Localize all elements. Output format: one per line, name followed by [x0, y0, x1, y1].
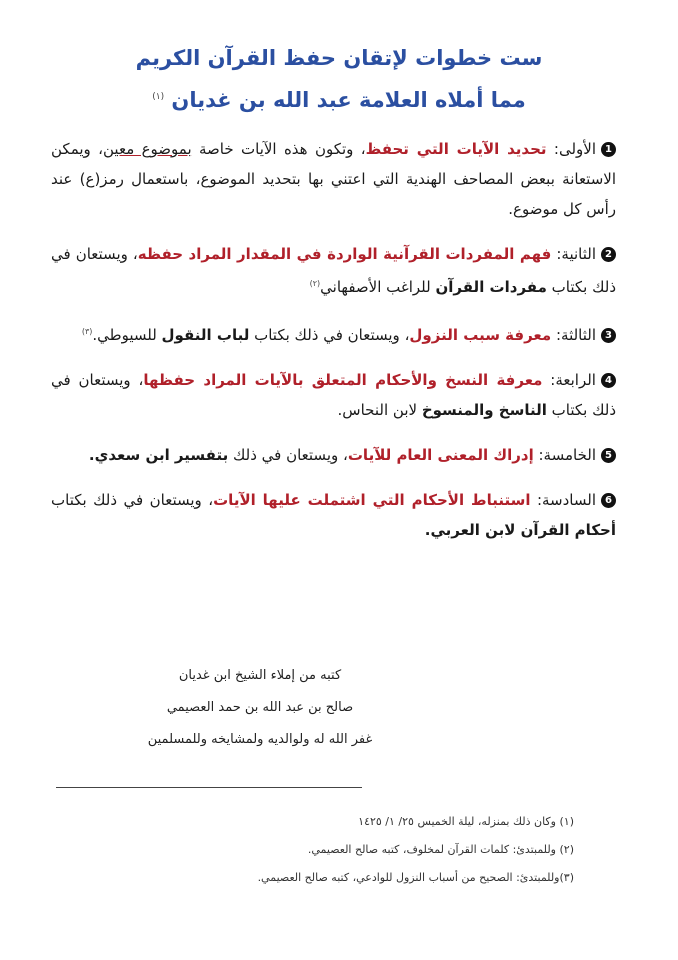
- step-book: بتفسير ابن سعدي.: [88, 446, 229, 464]
- step-label: الخامسة:: [533, 446, 596, 464]
- footnote-ref: (١): [152, 92, 165, 102]
- step-book: الناسخ والمنسوخ: [421, 401, 547, 419]
- step-text: ، ويستعان في ذلك بكتاب: [249, 326, 410, 344]
- signature-block: [0, 660, 520, 756]
- footnotes: [54, 808, 574, 892]
- step-number-badge: 6: [601, 493, 616, 508]
- subtitle-text: مما أملاه العلامة عبد الله بن غديان: [171, 88, 526, 112]
- step-text: ، ويستعان في ذلك: [228, 446, 348, 464]
- steps-list: [51, 134, 616, 557]
- step-label: الرابعة:: [542, 371, 596, 389]
- step-highlight: تحديد الآيات التي تحفظ: [365, 140, 547, 158]
- step-underlined: بموضوع معين: [103, 140, 192, 158]
- footnote-item: (٣)وللمبتدئ: الصحيح من أسباب النزول للوادعي، كتبه صالح العصيمي.: [257, 871, 574, 884]
- step-number-badge: 1: [601, 142, 616, 157]
- step-highlight: فهم المفردات القرآنية الواردة في المقدار المراد حفظه: [137, 245, 552, 263]
- step-text: للراغب الأصفهاني: [320, 278, 436, 296]
- signature-line: كتبه من إملاء الشيخ ابن غديان: [178, 668, 342, 683]
- step-item: [51, 134, 616, 224]
- step-text: لابن النحاس.: [337, 401, 422, 419]
- step-item: [51, 239, 616, 302]
- footnote-divider: [56, 787, 362, 788]
- step-label: الأولى:: [546, 140, 597, 158]
- footnote-ref: (٣): [81, 327, 93, 336]
- step-book: مفردات القرآن: [435, 278, 547, 296]
- step-item: [51, 365, 616, 425]
- step-text: ، ويستعان في ذلك بكتاب: [51, 245, 616, 296]
- step-label: السادسة:: [530, 491, 596, 509]
- footnote-item: (٢) وللمبتدئ: كلمات القرآن لمخلوف، كتبه صالح العصيمي.: [307, 843, 574, 856]
- step-text: ، ويمكن الاستعانة ببعض المصاحف الهندية التي اعتني بها بتحديد الموضوع، باستعمال رمز(ع) عند رأس كل موضوع.: [51, 140, 616, 218]
- signature-line: غفر الله له ولوالديه ولمشايخه وللمسلمين: [147, 732, 373, 747]
- step-number-badge: 4: [601, 373, 616, 388]
- step-number-badge: 5: [601, 448, 616, 463]
- step-text: ، ويستعان في ذلك بكتاب: [51, 371, 616, 419]
- step-label: الثانية:: [551, 245, 596, 263]
- step-label: الثالثة:: [551, 326, 596, 344]
- step-number-badge: 2: [601, 247, 616, 262]
- step-item: [51, 485, 616, 545]
- footnote-item: (١) وكان ذلك بمنزله، ليلة الخميس ٢٥/ ١/ ١٤٢٥: [358, 815, 574, 828]
- step-highlight: معرفة سبب النزول: [409, 326, 552, 344]
- step-item: [51, 440, 616, 470]
- page-subtitle: [0, 88, 678, 112]
- step-item: [51, 317, 616, 350]
- page-title: ست خطوات لإتقان حفظ القرآن الكريم: [135, 46, 543, 70]
- step-number-badge: 3: [601, 328, 616, 343]
- step-text: ، وتكون هذه الآيات خاصة: [191, 140, 366, 158]
- step-highlight: معرفة النسخ والأحكام المتعلق بالآيات المراد حفظها: [143, 371, 543, 389]
- step-text: للسيوطي.: [92, 326, 162, 344]
- step-highlight: استنباط الأحكام التي اشتملت عليها الآيات: [213, 491, 531, 509]
- footnote-ref: (٢): [309, 279, 321, 288]
- step-book: لباب النقول: [161, 326, 250, 344]
- step-book: أحكام القرآن لابن العربي.: [424, 521, 616, 539]
- signature-line: صالح بن عبد الله بن حمد العصيمي: [166, 700, 354, 715]
- step-text: ، ويستعان في ذلك بكتاب: [51, 491, 214, 509]
- step-highlight: إدراك المعنى العام للآيات: [347, 446, 534, 464]
